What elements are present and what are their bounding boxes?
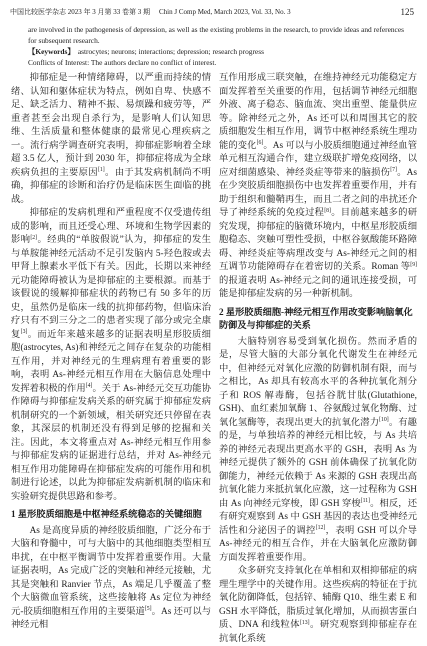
conflicts-statement: Conflicts of Interest: The authors declare no conflict of interest. [28, 58, 217, 67]
keywords-line [28, 46, 404, 57]
page-number: 125 [400, 7, 414, 17]
paragraph-text: 。相反，还有研究观察到 As 中 GSH 基因的表达也受神经元活性和分泌因子的调控 [219, 498, 417, 536]
paragraph-text: 抑郁症是一种情绪障碍，以严重而持续的情绪、认知和躯体症状为特点，例如自卑、快感不足、缺乏活力、精神不振、易烦躁和疲劳等，严重者甚至会出现自杀行为，是影响人们认知思维、生活质量和整体健康的最常见心理疾病之一。流行病学调查研究表明，抑郁症影响着全球超 3.5 亿人，预计到 2030 年，抑郁症将成为全球疾病负担的主要原因 [11, 73, 211, 178]
paragraph-text: 。As 在少突胶质细胞损伤中也发挥着重要作用，并有助于组织和髓鞘再生，而且二者之间的串扰还介导了神经系统的免疫过程 [219, 167, 417, 218]
citation-ref: [13] [300, 619, 310, 626]
citation-ref: [6] [256, 140, 264, 147]
paragraph-text: 。有趣的是，与单独培养的神经元相比较，与 As 共培养的神经元表现出更高水平的 GSH，表明 As 为神经元提供了额外的 GSH 前体确保了抗氧化防御能力，神经元依赖于 As 来源的 GSH 表现出高抗氧化能力来抵抗氧化应激，这一过程称为 GSH 由 As 向神经元穿梭，即 GSH 穿梭 [219, 417, 417, 509]
journal-title-cn: 中国比较医学杂志 2023 年 3 月第 33 卷第 3 期 [10, 8, 150, 16]
journal-title-en: Chin J Comp Med, March 2023, Vol. 33, No. 3 [159, 8, 291, 16]
paragraph-text: 众多研究支持氧化在单相和双相抑郁症的病理生理学中的关键作用。这些疾病的特征在于抗氧化防御降低，包括锌、辅酶 Q10、维生素 E 和 GSH 水平降低，脂质过氧化增加，从而损害蛋白质、DNA 和线粒体 [219, 566, 417, 630]
paragraph-text: 。由于其发病机制尚不明确，抑郁症的诊断和治疗仍是临床医生面临的挑战。 [11, 167, 211, 205]
section-heading: 1 星形胶质细胞是中枢神经系统稳态的关键细胞 [11, 509, 202, 519]
paragraph-text: 。As 还可以与神经元相 [11, 606, 212, 630]
keywords-label: 【Keywords】 [28, 47, 75, 56]
citation-ref: [8] [324, 207, 331, 214]
citation-ref: [9] [410, 261, 417, 268]
citation-ref: [11] [360, 498, 371, 505]
right-column [219, 72, 417, 644]
paragraph-text: 。研究观察到抑郁症存在抗氧化系统 [219, 620, 417, 644]
running-head [10, 5, 414, 18]
body-paragraph [11, 525, 211, 633]
paragraph-text: 。关于 As-神经元交互功能协作障碍与抑郁症发病关系的研究属于抑郁症发病机制研究的一个新领域，相关研究还只停留在表象，其深层的机制还没有得到足够的挖掘和关注。因此，本文将重点对 As-神经元相互作用参与抑郁症发病的证据进行总结，并对 As-神经元相互作用功能障碍在抑郁症发病的可能作用和机制进行论述，以此为抑郁症发病新机制的临床和实验研究提供思路和参考。 [11, 383, 211, 502]
left-column [11, 72, 212, 630]
citation-ref: [3] [20, 329, 28, 336]
keywords-list: astrocytes; neurons; interactions; depression; research progress [77, 47, 264, 56]
citation-ref: [4] [85, 383, 93, 390]
abstract-text: are involved in the pathogenesis of depression, as well as the existing problems in the research, to provide ideas and references for subsequent research. [28, 25, 404, 45]
paragraph-text: 。而近年来越来越多的证据表明星形胶质细胞(astrocytes, As)和神经元之间存在复杂的功能相互作用，并对神经元的生理病理有着重要的影响，表明 As-神经元相互作用在大脑信息处理中发挥着积极的作用 [11, 329, 211, 394]
citation-ref: [5] [144, 606, 152, 613]
journal-info [10, 7, 291, 18]
citation-ref: [7] [390, 167, 397, 174]
citation-ref: [12] [315, 525, 326, 532]
paragraph-text: As 是高度异质的神经胶质细胞，广泛分布于大脑和脊髓中，可与大脑中的其他细胞类型相互串扰，在中枢平衡调节中发挥着重要作用。大量证据表明，As 完成广泛的突触和神经元接触，尤其是突触和 Ranvier 节点，As 端足几乎覆盖了整个大脑微血管系统，这些接触将 As 定位为神经元-胶质细胞相互作用的主要渠道 [11, 525, 211, 617]
abstract-continuation [28, 24, 404, 68]
citation-ref: [10] [379, 417, 389, 424]
citation-ref: [1] [97, 167, 105, 174]
paragraph-text: ，表明 GSH 可以介导 As-神经元的相互合作，并在大脑氧化应激防御方面发挥着重要作用。 [219, 525, 417, 563]
body-paragraph [219, 72, 417, 302]
paragraph-text: 。目前越来越多的研究发现，抑郁症的脑微环境内，中枢星形胶质细胞稳态、突触可塑性受损，中枢谷氨酸能环路障碍、神经炎症等病理改变与 As-神经元之间的相互调节功能障碍存在着密切的关系。Roman 等 [219, 208, 417, 272]
paragraph-text: 抑郁症的发病机理和严重程度不仅受遗传组成的影响，而且还受心理、环境和生物学因素的影响 [11, 208, 211, 245]
paragraph-text: 大脑特别容易受到氧化损伤。然而矛盾的是，尽管大脑的大部分氧化代谢发生在神经元中，但神经元对氧化应激的防御机制有限，而与之相比，As 却具有较高水平的各种抗氧化剂分子和 ROS 解毒酶，包括谷胱甘肽(Glutathione, GSH)、血红素加氧酶 1、谷氨酸过氧化物酶、过氧化氢酶等，表现出更大的抗氧化潜力 [219, 336, 417, 428]
body-paragraph [11, 72, 211, 207]
body-paragraph [219, 336, 417, 566]
section-heading: 2 星形胶质细胞-神经元相互作用改变影响脑氧化防御及与抑郁症的关系 [219, 306, 413, 330]
citation-ref: [2] [30, 234, 38, 241]
body-paragraph [11, 207, 211, 504]
paragraph-text: 互作用形成三联突触，在维持神经元功能稳定方面发挥着至关重要的作用，包括调节神经元细胞外液、离子稳态、脑血流、突出重塑、能量供应等。除神经元之外，As 还可以和周围其它的胶质细胞发生相互作用，调节中枢神经系统生理功能的变化 [219, 73, 417, 151]
paragraph-text: 。As 可以与小胶质细胞通过神经血管单元相互沟通合作，建立级联扩增免疫网络，以应对细菌感染、神经炎症等带来的脑损伤 [219, 140, 417, 178]
body-paragraph [219, 565, 417, 646]
paragraph-text: 的报道表明 As-神经元之间的通讯连接受损，可能是抑郁症发病的另一种新机制。 [219, 275, 417, 299]
paragraph-text: 。经典的“单胺假说”认为，抑郁症的发生与单胺能神经元活动不足引发脑内 5-羟色胺或去甲肾上腺素水平低下有关。因此，长期以来神经元功能障碍被认为是抑郁症的主要根源。而基于该假说的缓解抑郁症状的药物已有 50 多年的历史，虽然仍是临床一线的抗抑郁药物，但临床治疗只有不到三分之二的患者实现了部分或完全康复 [11, 235, 211, 340]
